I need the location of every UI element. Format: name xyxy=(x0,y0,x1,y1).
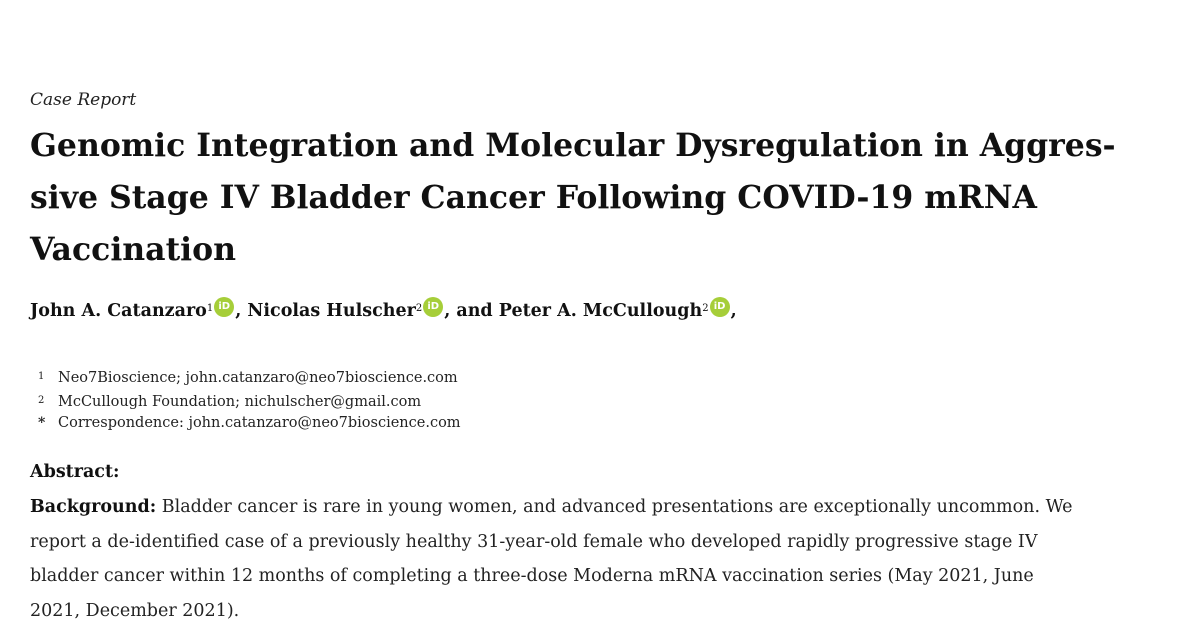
author-affiliation-mark: 2 xyxy=(415,303,423,314)
affiliation-mark: 2 xyxy=(38,394,45,406)
author-name: Peter A. McCullough xyxy=(498,301,703,321)
author-separator: , and xyxy=(444,301,499,321)
correspondence-text: Correspondence: john.catanzaro@neo7bioscience.com xyxy=(58,415,461,431)
author-list xyxy=(30,297,737,321)
author-separator: , xyxy=(730,301,737,321)
abstract-heading: Abstract: xyxy=(30,462,120,482)
affiliation-text: Neo7Bioscience; john.catanzaro@neo7bioscience.com xyxy=(58,370,458,386)
correspondence-item xyxy=(38,413,461,435)
abstract-line: 2021, December 2021). xyxy=(30,600,240,621)
title-line: sive Stage IV Bladder Cancer Following COVID-19 mRNA xyxy=(30,179,1037,216)
affiliation-item xyxy=(38,366,461,390)
affiliation-item xyxy=(38,390,461,414)
abstract-line: report a de-identified case of a previously healthy 31-year-old female who developed rapidly progressive stage IV xyxy=(30,531,1038,552)
abstract-text: Bladder cancer is rare in young women, and advanced presentations are exceptionally uncommon. We xyxy=(156,497,1073,517)
title-line: Vaccination xyxy=(30,231,237,268)
correspondence-mark: * xyxy=(38,415,46,431)
affiliation-mark: 1 xyxy=(38,371,45,382)
author-affiliation-mark: 2 xyxy=(702,303,709,314)
affiliation-list xyxy=(38,366,461,435)
author-separator: , xyxy=(235,301,248,321)
title-line: Genomic Integration and Molecular Dysregulation in Aggres- xyxy=(30,127,1116,164)
orcid-icon[interactable]: iD xyxy=(423,297,443,317)
paper-title xyxy=(30,120,1160,276)
abstract-section-label: Background: xyxy=(30,497,157,517)
abstract-body xyxy=(30,490,1170,628)
article-type-label: Case Report xyxy=(30,90,137,110)
author-affiliation-mark: 1 xyxy=(206,303,214,314)
orcid-icon[interactable]: iD xyxy=(710,297,730,317)
author-name: John A. Catanzaro xyxy=(30,301,207,321)
abstract-line: bladder cancer within 12 months of completing a three-dose Moderna mRNA vaccination series (May 2021, June xyxy=(30,566,1034,586)
orcid-icon[interactable]: iD xyxy=(214,297,234,317)
author-name: Nicolas Hulscher xyxy=(247,301,416,321)
abstract-line xyxy=(30,490,1170,525)
affiliation-text: McCullough Foundation; nichulscher@gmail.com xyxy=(58,393,422,410)
